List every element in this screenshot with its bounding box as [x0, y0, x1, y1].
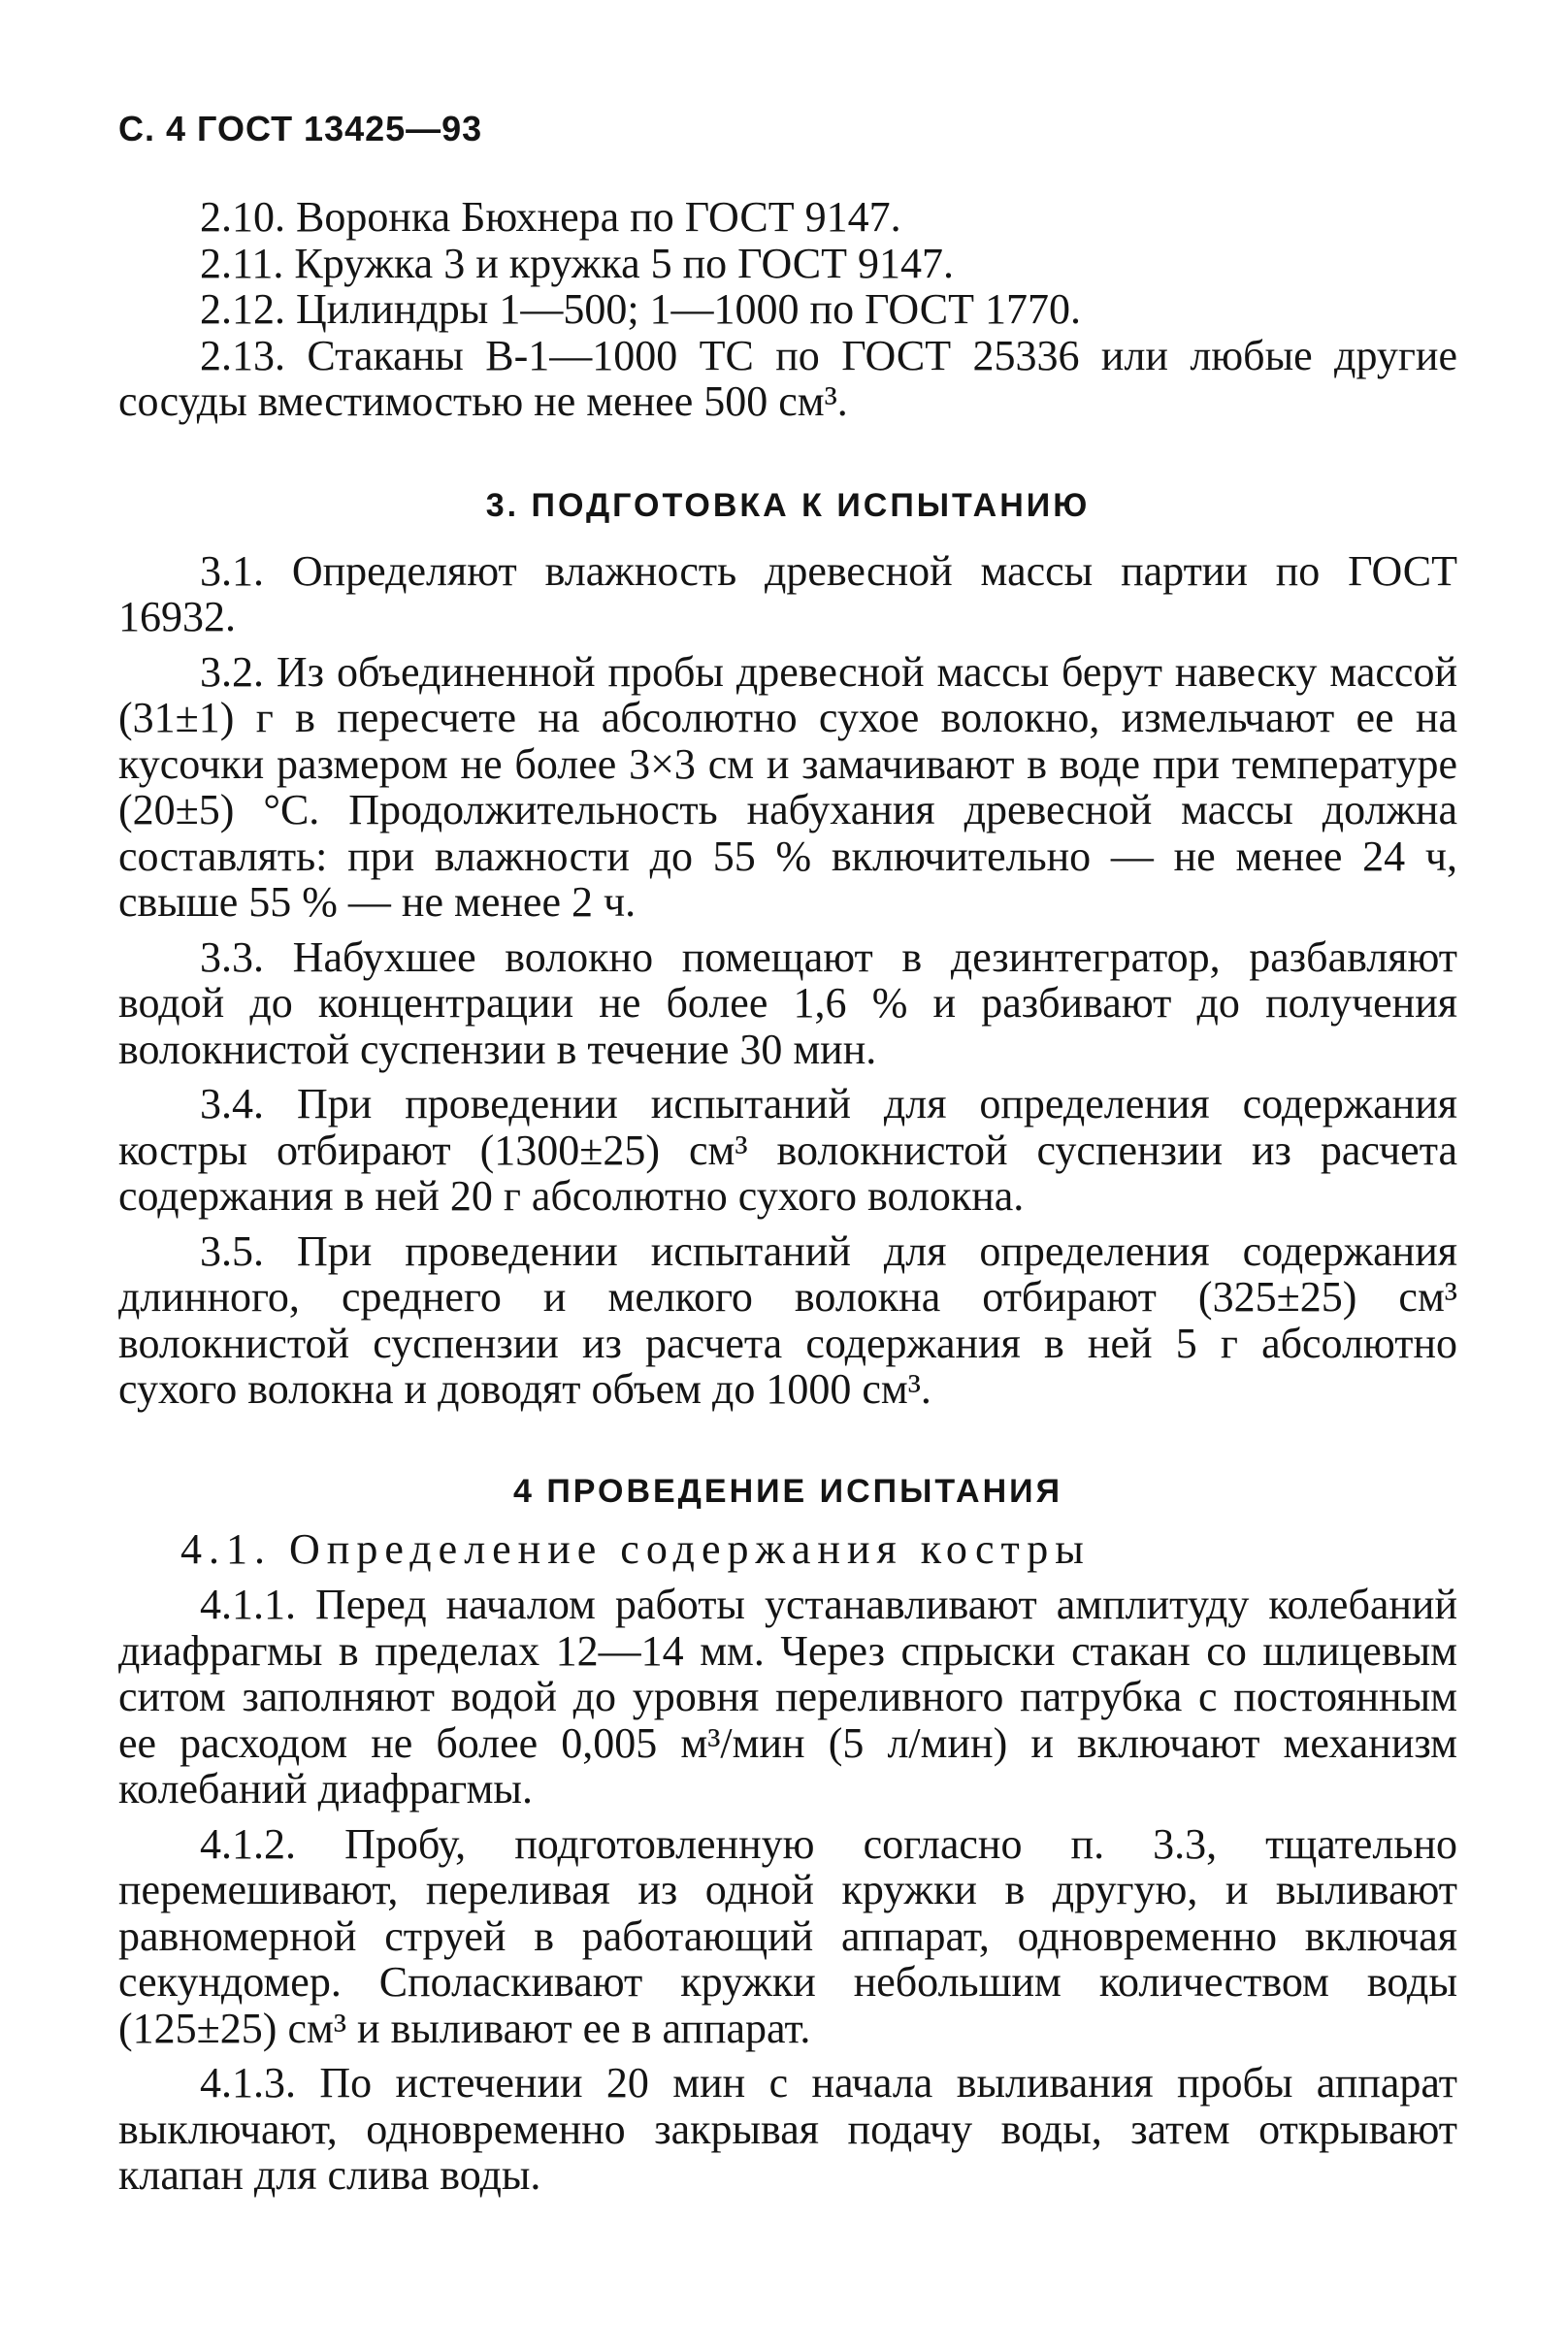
paragraph-3-3	[118, 934, 1457, 1073]
clause-number: 4.1.3.	[200, 2059, 296, 2107]
clause-text: При проведении испытаний для определения содержания длинного, среднего и мелкого волокна отбирают (325±25) см³ волокнистой суспензии из расчета содержания в ней 5 г абсолютно сухого волокна и доводят объем до 1000 см³.	[118, 1226, 1458, 1413]
clause-text: Определяют влажность древесной массы партии по ГОСТ 16932.	[118, 546, 1458, 640]
clause-number: 2.12.	[200, 285, 285, 333]
clause-text: При проведении испытаний для определения содержания костры отбирают (1300±25) см³ волокнистой суспензии из расчета содержания в ней 20 г абсолютно сухого волокна.	[118, 1080, 1458, 1220]
clause-number: 4.1.2.	[200, 1819, 296, 1868]
clause-text: Воронка Бюхнера по ГОСТ 9147.	[296, 193, 901, 241]
clause-text: Цилиндры 1—500; 1—1000 по ГОСТ 1770.	[296, 285, 1081, 333]
clause-number: 3.5.	[200, 1226, 264, 1275]
paragraph-3-5	[118, 1228, 1457, 1413]
paragraph-3-4	[118, 1081, 1457, 1220]
paragraph-4-1-2	[118, 1821, 1457, 2052]
clause-text: По истечении 20 мин с начала выливания пробы аппарат выключают, одновременно закрывая подачу воды, затем открывают клапан для слива воды.	[118, 2059, 1458, 2199]
clause-text: Перед началом работы устанавливают амплитуду колебаний диафрагмы в пределах 12—14 мм. Через спрыски стакан со шлицевым ситом заполняют водой до уровня переливного патрубка с постоянным ее расходом не более 0,005 м³/мин (5 л/мин) и включают механизм колебаний диафрагмы.	[118, 1581, 1457, 1813]
clause-text: Кружка 3 и кружка 5 по ГОСТ 9147.	[294, 239, 955, 287]
paragraph-4-1-3	[118, 2060, 1457, 2199]
paragraph-2-13	[118, 333, 1457, 425]
paragraph-2-11	[118, 241, 1457, 287]
clause-number: 4.1.1.	[200, 1581, 296, 1628]
paragraph-2-12	[118, 286, 1457, 333]
clause-number: 2.11.	[200, 239, 284, 287]
section-3-heading: 3. ПОДГОТОВКА К ИСПЫТАНИЮ	[485, 486, 1091, 524]
clause-text: Стаканы В-1—1000 ТС по ГОСТ 25336 или любые другие сосуды вместимостью не менее 500 см³.	[118, 331, 1457, 425]
running-head: С. 4 ГОСТ 13425—93	[118, 109, 483, 148]
paragraph-3-1	[118, 548, 1457, 640]
paragraph-3-2	[118, 649, 1457, 926]
clause-number: 3.1.	[200, 546, 264, 595]
section-4-heading: 4 ПРОВЕДЕНИЕ ИСПЫТАНИЯ	[512, 1472, 1063, 1510]
clause-text: Из объединенной пробы древесной массы берут навеску массой (31±1) г в пересчете на абсолютно сухое волокно, измельчают ее на кусочки размером не более 3×3 см и замачивают в воде при температуре (20±5) °С. Продолжительность набухания древесной массы должна составлять: при влажности до 55 % включительно — не менее 24 ч, свыше 55 % — не менее 2 ч.	[118, 647, 1458, 926]
clause-number: 2.10.	[200, 193, 285, 241]
clause-number: 3.2.	[200, 647, 264, 696]
clause-text: Набухшее волокно помещают в дезинтегратор, разбавляют водой до концентрации не более 1,6 % и разбивают до получения волокнистой суспензии в течение 30 мин.	[118, 932, 1458, 1073]
page-content	[118, 194, 1457, 2199]
paragraph-4-1-1	[118, 1582, 1457, 1813]
clause-number: 2.13.	[200, 331, 285, 379]
clause-number: 3.3.	[200, 932, 264, 981]
paragraph-2-10	[118, 194, 1457, 241]
clause-text: Пробу, подготовленную согласно п. 3.3, тщательно перемешивают, переливая из одной кружки в другую, и выливают равномерной струей в работающий аппарат, одновременно включая секундомер. Споласкивают кружки небольшим количеством воды (125±25) см³ и выливают ее в аппарат.	[118, 1819, 1458, 2052]
clause-number: 3.4.	[200, 1080, 264, 1127]
subsection-4-1-heading: 4.1. Определение содержания костры	[180, 1524, 1091, 1573]
